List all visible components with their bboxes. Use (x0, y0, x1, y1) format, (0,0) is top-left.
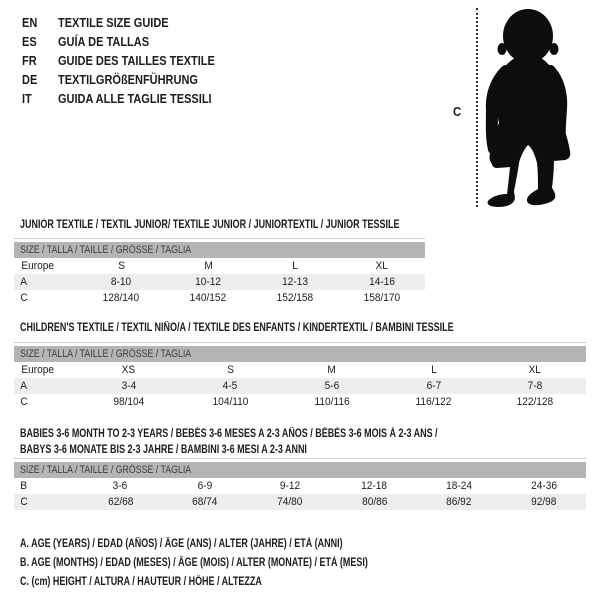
value-cell (501, 478, 586, 494)
value-cell-text: 3-6 (113, 480, 128, 492)
babies-textile-section (14, 426, 586, 510)
value-cell (383, 378, 485, 394)
value-cell (78, 494, 163, 510)
value-cell (417, 478, 502, 494)
value-cell-text: 128/140 (103, 292, 140, 304)
section-title-line (20, 426, 586, 442)
legend-list (20, 535, 466, 592)
value-cell (338, 274, 425, 290)
table-row (14, 378, 586, 394)
value-cell-text: 6-9 (197, 480, 213, 492)
value-cell-text: 3-4 (121, 380, 137, 392)
value-cell (383, 362, 485, 378)
table-row (14, 478, 586, 494)
language-row (22, 90, 236, 109)
table-top-rule (14, 238, 425, 239)
section-title-line (20, 320, 586, 336)
value-cell (163, 494, 248, 510)
junior-section-title (14, 217, 506, 233)
language-code-text: ES (22, 35, 37, 49)
row-label-cell-text: A (20, 380, 28, 392)
language-label-text: GUÍA DE TALLAS (58, 35, 150, 49)
value-cell-text: 80/86 (361, 496, 388, 508)
value-cell-text: 98/104 (113, 396, 145, 408)
babies-section-title (14, 426, 586, 458)
value-cell (338, 258, 425, 274)
table-row (14, 494, 586, 510)
language-code (22, 52, 58, 71)
value-cell (332, 494, 417, 510)
value-cell (78, 274, 165, 290)
children-section-title (14, 320, 586, 336)
language-label (58, 52, 236, 71)
value-cell (252, 274, 339, 290)
language-list (22, 14, 236, 109)
value-cell-text: 104/110 (212, 396, 249, 408)
size-header-bar (14, 242, 425, 258)
value-cell (501, 494, 586, 510)
section-title-line-text: BABYS 3-6 MONATE BIS 2-3 JAHRE / BAMBINI 3-6 MESI A 2-3 ANNI (20, 444, 307, 456)
table-row (14, 394, 586, 410)
language-label (58, 33, 161, 52)
table-top-rule (14, 458, 586, 459)
value-cell-text: XL (375, 260, 388, 272)
table-row (14, 258, 425, 274)
value-cell (78, 290, 165, 306)
value-cell (417, 494, 502, 510)
row-label-cell (14, 362, 78, 378)
value-cell (165, 290, 252, 306)
row-label-cell (14, 290, 78, 306)
language-label (58, 14, 184, 33)
row-label-cell-text: Europe (21, 260, 55, 272)
row-label-cell-text: B (20, 480, 28, 492)
row-label-cell-text: Europe (21, 364, 55, 376)
value-cell-text: 7-8 (527, 380, 543, 392)
value-cell-text: XS (122, 364, 136, 376)
language-label-text: GUIDA ALLE TAGLIE TESSILI (58, 92, 212, 106)
row-label-cell (14, 258, 78, 274)
value-cell-text: M (327, 364, 337, 376)
value-cell-text: 140/152 (189, 292, 227, 304)
legend-line (20, 554, 466, 573)
value-cell-text: 14-16 (368, 276, 395, 288)
size-header-bar-text: SIZE / TALLA / TAILLE / GRÖSSE / TAGLIA (20, 348, 192, 360)
table-row (14, 290, 425, 306)
value-cell (165, 258, 252, 274)
language-code-text: IT (22, 92, 32, 106)
value-cell-text: 10-12 (195, 276, 222, 288)
table-row (14, 274, 425, 290)
value-cell (484, 394, 586, 410)
language-row (22, 71, 236, 90)
value-cell-text: 116/122 (415, 396, 452, 408)
size-header-bar-text: SIZE / TALLA / TAILLE / GRÖSSE / TAGLIA (20, 244, 192, 256)
value-cell (383, 394, 485, 410)
value-cell-text: 24-36 (530, 480, 557, 492)
size-header-bar (14, 462, 586, 478)
junior-size-table (14, 238, 425, 306)
value-cell (180, 378, 282, 394)
language-label-text: TEXTILE SIZE GUIDE (58, 16, 169, 30)
height-measure-label-text: C (453, 104, 462, 119)
row-label-cell-text: C (20, 292, 28, 304)
value-cell-text: 6-7 (426, 380, 441, 392)
table-row (14, 362, 586, 378)
value-cell (165, 274, 252, 290)
value-cell (252, 290, 339, 306)
legend-line-text: C. (cm) HEIGHT / ALTURA / HAUTEUR / HÖHE / ALTEZZA (20, 576, 262, 588)
language-row (22, 52, 236, 71)
language-label (58, 71, 217, 90)
height-measure-label (453, 104, 462, 119)
legend-line (20, 535, 466, 554)
legend-line (20, 573, 466, 592)
section-title-line (20, 217, 506, 233)
value-cell-text: 152/158 (276, 292, 314, 304)
value-cell (484, 378, 586, 394)
section-title-line-text: CHILDREN'S TEXTILE / TEXTIL NIÑO/A / TEXTILE DES ENFANTS / KINDERTEXTIL / BAMBINI TESSILE (20, 322, 454, 334)
language-code (22, 71, 58, 90)
section-title-line (20, 442, 586, 458)
value-cell (163, 478, 248, 494)
table-top-rule (14, 342, 586, 343)
value-cell-text: 8-10 (111, 276, 132, 288)
value-cell (78, 394, 180, 410)
value-cell (281, 394, 383, 410)
baby-silhouette-icon (483, 9, 573, 207)
section-title-line-text: JUNIOR TEXTILE / TEXTIL JUNIOR/ TEXTILE JUNIOR / JUNIORTEXTIL / JUNIOR TESSILE (20, 219, 400, 231)
language-row (22, 33, 236, 52)
value-cell-text: 18-24 (446, 480, 472, 492)
value-cell (78, 478, 163, 494)
row-label-cell (14, 478, 78, 494)
value-cell-text: 74/80 (277, 496, 303, 508)
language-code-text: DE (22, 73, 38, 87)
language-label-text: TEXTILGRÖßENFÜHRUNG (58, 73, 198, 87)
children-size-table (14, 342, 586, 410)
row-label-cell (14, 494, 78, 510)
legend-line-text: B. AGE (MONTHS) / EDAD (MESES) / ÂGE (MOIS) / ALTER (MONATE) / ETÀ (MESI) (20, 557, 368, 569)
value-cell (247, 478, 332, 494)
value-cell-text: 110/116 (314, 396, 350, 408)
value-cell-text: 62/68 (107, 496, 133, 508)
value-cell (281, 362, 383, 378)
row-label-cell-text: C (20, 396, 28, 408)
language-label (58, 90, 233, 109)
value-cell-text: XL (528, 364, 542, 376)
value-cell-text: L (292, 260, 298, 272)
value-cell-text: 68/74 (192, 496, 218, 508)
row-label-cell-text: C (20, 496, 28, 508)
value-cell-text: 12-18 (361, 480, 388, 492)
value-cell-text: 9-12 (279, 480, 300, 492)
value-cell (281, 378, 383, 394)
value-cell-text: 158/170 (363, 292, 400, 304)
value-cell (247, 494, 332, 510)
section-title-line-text: BABIES 3-6 MONTH TO 2-3 YEARS / BEBÉS 3-6 MESES A 2-3 AÑOS / BÉBÉS 3-6 MOIS À 2-3 ANS / (20, 428, 438, 440)
value-cell (332, 478, 417, 494)
value-cell-text: L (430, 364, 437, 376)
value-cell-text: 4-5 (223, 380, 238, 392)
row-label-cell (14, 394, 78, 410)
language-code (22, 14, 58, 33)
value-cell-text: S (117, 260, 125, 272)
language-label-text: GUIDE DES TAILLES TEXTILE (58, 54, 215, 68)
row-label-cell (14, 274, 78, 290)
value-cell-text: 12-13 (281, 276, 308, 288)
value-cell-text: 92/98 (531, 496, 557, 508)
row-label-cell (14, 378, 78, 394)
junior-textile-section (14, 217, 506, 306)
size-header-bar (14, 346, 586, 362)
value-cell-text: 5-6 (324, 380, 340, 392)
language-code (22, 33, 58, 52)
babies-size-table (14, 458, 586, 510)
children-textile-section (14, 320, 586, 410)
value-cell (338, 290, 425, 306)
legend-line-text: A. AGE (YEARS) / EDAD (AÑOS) / ÂGE (ANS) / ALTER (JAHRE) / ETÀ (ANNI) (20, 538, 343, 550)
size-header-bar-text: SIZE / TALLA / TAILLE / GRÖSSE / TAGLIA (20, 464, 192, 476)
value-cell (78, 362, 180, 378)
value-cell (78, 258, 165, 274)
value-cell-text: M (203, 260, 213, 272)
value-cell (252, 258, 339, 274)
language-row (22, 14, 236, 33)
value-cell-text: S (227, 364, 234, 376)
value-cell (484, 362, 586, 378)
value-cell (180, 362, 282, 378)
value-cell-text: 122/128 (516, 396, 554, 408)
value-cell (78, 378, 180, 394)
language-code (22, 90, 58, 109)
value-cell-text: 86/92 (446, 496, 472, 508)
language-code-text: EN (22, 16, 38, 30)
value-cell (180, 394, 282, 410)
language-code-text: FR (22, 54, 37, 68)
row-label-cell-text: A (20, 276, 28, 288)
height-measure-dotted-line (476, 8, 478, 207)
